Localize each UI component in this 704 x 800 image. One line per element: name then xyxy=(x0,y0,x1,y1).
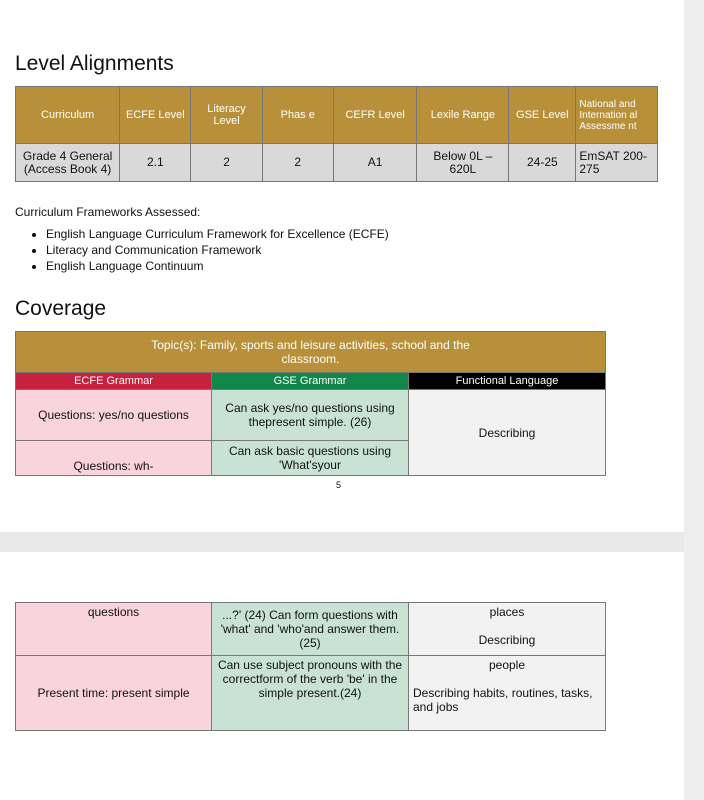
table-row xyxy=(16,656,606,731)
document-page-2 xyxy=(0,552,684,800)
table-cell: Grade 4 General (Access Book 4) xyxy=(16,144,120,182)
gse-cell: ...?' (24) Can form questions with 'what' and 'who'and answer them. (25) xyxy=(212,603,409,656)
table-cell: 2 xyxy=(262,144,333,182)
coverage-header-row xyxy=(16,373,606,390)
header-cell: Lexile Range xyxy=(417,87,509,144)
table-cell: EmSAT 200-275 xyxy=(576,144,658,182)
gse-grammar-header: GSE Grammar xyxy=(212,373,409,390)
coverage-table-continued xyxy=(15,602,606,731)
ecfe-cell: Present time: present simple xyxy=(16,656,212,731)
header-cell: Curriculum xyxy=(16,87,120,144)
table-cell: Below 0L – 620L xyxy=(417,144,509,182)
level-alignments-heading: Level Alignments xyxy=(15,52,174,75)
gse-cell: Can ask yes/no questions using thepresent simple. (26) xyxy=(212,390,409,441)
list-item: • Literacy and Communication Framework xyxy=(46,242,389,258)
list-item: • English Language Curriculum Framework for Excellence (ECFE) xyxy=(46,226,389,242)
functional-text: Describing habits, routines, tasks, and jobs xyxy=(413,686,593,714)
functional-text: people xyxy=(488,658,526,672)
table-row xyxy=(16,144,658,182)
coverage-heading: Coverage xyxy=(15,297,107,320)
functional-text: Describing xyxy=(478,633,536,647)
functional-text: places xyxy=(489,605,525,619)
functional-cell: Describing xyxy=(409,390,606,476)
functional-language-header: Functional Language xyxy=(409,373,606,390)
viewer-scroll-strip xyxy=(684,0,704,800)
header-cell: Phas e xyxy=(262,87,333,144)
functional-cell xyxy=(409,603,606,656)
header-cell: CEFR Level xyxy=(333,87,417,144)
list-item: • English Language Continuum xyxy=(46,258,389,274)
ecfe-cell: Questions: wh- xyxy=(16,441,212,476)
table-cell: A1 xyxy=(333,144,417,182)
table-cell: 2.1 xyxy=(120,144,191,182)
coverage-table xyxy=(15,331,606,476)
table-cell: 24-25 xyxy=(509,144,576,182)
ecfe-grammar-header: ECFE Grammar xyxy=(16,373,212,390)
topic-row xyxy=(16,332,606,373)
level-alignments-table xyxy=(15,86,658,182)
frameworks-title: Curriculum Frameworks Assessed: xyxy=(15,205,201,219)
page-number: 5 xyxy=(336,480,342,490)
table-cell: 2 xyxy=(191,144,262,182)
frameworks-list xyxy=(30,226,389,274)
gse-cell: Can ask basic questions using 'What'syour xyxy=(212,441,409,476)
table-row xyxy=(16,390,606,441)
gse-cell: Can use subject pronouns with the correctform of the verb 'be' in the simple present.(24) xyxy=(212,656,409,731)
ecfe-cell: questions xyxy=(16,603,212,656)
header-cell: GSE Level xyxy=(509,87,576,144)
header-cell: ECFE Level xyxy=(120,87,191,144)
functional-cell xyxy=(409,656,606,731)
table-row xyxy=(16,603,606,656)
header-cell: Literacy Level xyxy=(191,87,262,144)
ecfe-cell: Questions: yes/no questions xyxy=(16,390,212,441)
topic-cell: Topic(s): Family, sports and leisure activities, school and the classroom. xyxy=(16,332,606,373)
header-cell: National and Internation al Assessme nt xyxy=(576,87,658,144)
table-header-row xyxy=(16,87,658,144)
